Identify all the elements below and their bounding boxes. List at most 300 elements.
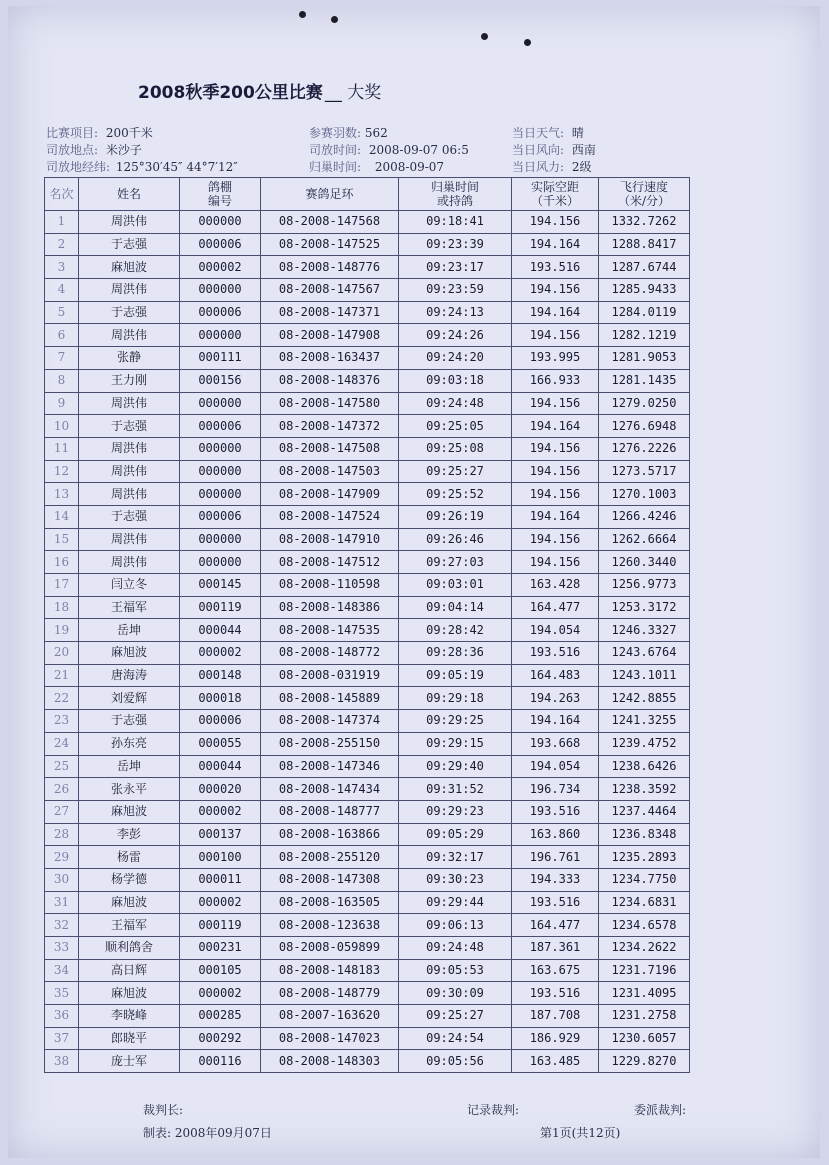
table-cell-distance: 166.933 — [512, 369, 599, 392]
table-cell-distance: 194.164 — [512, 415, 599, 438]
table-cell-ring: 08-2008-148772 — [261, 642, 399, 665]
table-cell-speed: 1276.6948 — [599, 415, 690, 438]
table-cell-speed: 1262.6664 — [599, 528, 690, 551]
table-cell-speed: 1285.9433 — [599, 279, 690, 302]
table-row — [45, 891, 690, 914]
table-cell-speed: 1231.2758 — [599, 1005, 690, 1028]
table-cell-rank: 35 — [45, 982, 79, 1005]
table-cell-name: 张永平 — [79, 778, 180, 801]
table-cell-rank: 7 — [45, 347, 79, 370]
table-cell-speed: 1243.6764 — [599, 642, 690, 665]
table-cell-distance: 163.428 — [512, 574, 599, 597]
table-row — [45, 868, 690, 891]
table-cell-time: 09:24:26 — [399, 324, 512, 347]
table-row — [45, 324, 690, 347]
table-cell-loft: 000006 — [180, 233, 261, 256]
table-cell-loft: 000002 — [180, 982, 261, 1005]
table-cell-time: 09:29:44 — [399, 891, 512, 914]
table-cell-speed: 1253.3172 — [599, 596, 690, 619]
table-cell-name: 周洪伟 — [79, 324, 180, 347]
made-on-date: 制表: 2008年09月07日 — [143, 1126, 272, 1140]
table-cell-rank: 3 — [45, 256, 79, 279]
table-cell-distance: 194.054 — [512, 619, 599, 642]
table-cell-distance: 164.477 — [512, 914, 599, 937]
table-cell-name: 杨雷 — [79, 846, 180, 869]
table-row — [45, 369, 690, 392]
table-cell-speed: 1234.7750 — [599, 868, 690, 891]
table-cell-loft: 000000 — [180, 392, 261, 415]
table-cell-loft: 000119 — [180, 596, 261, 619]
table-cell-speed: 1235.2893 — [599, 846, 690, 869]
table-cell-ring: 08-2008-148777 — [261, 800, 399, 823]
table-cell-time: 09:23:39 — [399, 233, 512, 256]
table-cell-time: 09:30:09 — [399, 982, 512, 1005]
table-cell-rank: 2 — [45, 233, 79, 256]
header-speed — [599, 178, 690, 211]
info-label: 当日风向: — [512, 143, 565, 157]
table-cell-rank: 16 — [45, 551, 79, 574]
info-force — [512, 158, 592, 175]
table-cell-distance: 194.156 — [512, 528, 599, 551]
staple-mark — [331, 16, 338, 23]
table-row — [45, 846, 690, 869]
table-cell-time: 09:27:03 — [399, 551, 512, 574]
table-row — [45, 437, 690, 460]
table-cell-time: 09:28:36 — [399, 642, 512, 665]
table-cell-time: 09:26:46 — [399, 528, 512, 551]
table-cell-time: 09:29:15 — [399, 732, 512, 755]
page-info: 第1页(共12页) — [540, 1126, 621, 1140]
table-cell-name: 唐海涛 — [79, 664, 180, 687]
table-cell-distance: 187.708 — [512, 1005, 599, 1028]
table-row — [45, 233, 690, 256]
table-cell-time: 09:24:13 — [399, 301, 512, 324]
table-cell-rank: 13 — [45, 483, 79, 506]
document-title — [138, 78, 381, 103]
table-cell-rank: 26 — [45, 778, 79, 801]
table-cell-time: 09:32:17 — [399, 846, 512, 869]
header-loft — [180, 178, 261, 211]
header-ring: 赛鸽足环 — [261, 178, 399, 211]
table-cell-rank: 8 — [45, 369, 79, 392]
results-body — [45, 211, 690, 1073]
table-cell-loft: 000011 — [180, 868, 261, 891]
table-cell-time: 09:25:27 — [399, 1005, 512, 1028]
table-cell-distance: 193.516 — [512, 800, 599, 823]
table-row — [45, 1050, 690, 1073]
table-row — [45, 347, 690, 370]
table-cell-ring: 08-2007-163620 — [261, 1005, 399, 1028]
table-cell-loft: 000002 — [180, 642, 261, 665]
table-cell-time: 09:04:14 — [399, 596, 512, 619]
table-cell-rank: 24 — [45, 732, 79, 755]
info-weather — [512, 124, 584, 141]
info-value: 米沙子 — [105, 143, 142, 157]
table-cell-speed: 1256.9773 — [599, 574, 690, 597]
table-row — [45, 664, 690, 687]
table-cell-name: 顺利鸽舍 — [79, 937, 180, 960]
info-label: 归巢时间: — [309, 160, 362, 174]
table-cell-ring: 08-2008-147567 — [261, 279, 399, 302]
table-cell-distance: 194.156 — [512, 324, 599, 347]
info-return — [309, 158, 444, 175]
header-distance-line1: 实际空距 — [530, 180, 579, 194]
table-cell-time: 09:24:20 — [399, 347, 512, 370]
table-cell-time: 09:05:53 — [399, 959, 512, 982]
table-cell-name: 于志强 — [79, 415, 180, 438]
table-cell-rank: 10 — [45, 415, 79, 438]
table-cell-speed: 1238.3592 — [599, 778, 690, 801]
header-distance — [512, 178, 599, 211]
table-cell-speed: 1230.6057 — [599, 1027, 690, 1050]
table-cell-speed: 1270.1003 — [599, 483, 690, 506]
header-name: 姓名 — [79, 178, 180, 211]
table-row — [45, 619, 690, 642]
info-place — [46, 141, 142, 158]
table-cell-time: 09:06:13 — [399, 914, 512, 937]
table-cell-time: 09:29:23 — [399, 800, 512, 823]
table-cell-loft: 000006 — [180, 301, 261, 324]
table-cell-loft: 000285 — [180, 1005, 261, 1028]
table-cell-ring: 08-2008-145889 — [261, 687, 399, 710]
table-cell-distance: 193.516 — [512, 982, 599, 1005]
table-cell-rank: 37 — [45, 1027, 79, 1050]
table-cell-ring: 08-2008-147434 — [261, 778, 399, 801]
table-cell-rank: 34 — [45, 959, 79, 982]
table-cell-distance: 194.164 — [512, 301, 599, 324]
staple-mark — [524, 39, 531, 46]
table-row — [45, 914, 690, 937]
table-cell-distance: 194.156 — [512, 551, 599, 574]
table-cell-time: 09:29:25 — [399, 710, 512, 733]
table-cell-speed: 1236.8348 — [599, 823, 690, 846]
table-cell-time: 09:25:52 — [399, 483, 512, 506]
table-cell-speed: 1234.2622 — [599, 937, 690, 960]
table-row — [45, 392, 690, 415]
table-row — [45, 415, 690, 438]
info-label: 当日天气: — [512, 126, 565, 140]
table-cell-rank: 36 — [45, 1005, 79, 1028]
header-loft-line1: 鸽棚 — [207, 180, 232, 194]
table-cell-loft: 000000 — [180, 528, 261, 551]
table-row — [45, 483, 690, 506]
table-cell-loft: 000137 — [180, 823, 261, 846]
table-cell-name: 高日辉 — [79, 959, 180, 982]
title-text: 2008秋季200公里比赛 — [138, 83, 323, 103]
table-cell-ring: 08-2008-147910 — [261, 528, 399, 551]
table-cell-ring: 08-2008-147525 — [261, 233, 399, 256]
table-row — [45, 1005, 690, 1028]
table-cell-distance: 194.156 — [512, 437, 599, 460]
table-cell-distance: 193.516 — [512, 256, 599, 279]
table-cell-time: 09:26:19 — [399, 505, 512, 528]
header-speed-line1: 飞行速度 — [619, 180, 668, 194]
table-cell-ring: 08-2008-147374 — [261, 710, 399, 733]
info-label: 当日风力: — [512, 160, 565, 174]
table-cell-loft: 000044 — [180, 619, 261, 642]
table-row — [45, 1027, 690, 1050]
table-row — [45, 800, 690, 823]
info-value: 2级 — [571, 160, 592, 174]
table-cell-loft: 000000 — [180, 279, 261, 302]
table-cell-name: 刘爱辉 — [79, 687, 180, 710]
table-row — [45, 710, 690, 733]
table-cell-name: 张静 — [79, 347, 180, 370]
table-cell-loft: 000231 — [180, 937, 261, 960]
table-cell-speed: 1281.9053 — [599, 347, 690, 370]
table-cell-rank: 18 — [45, 596, 79, 619]
table-cell-time: 09:05:19 — [399, 664, 512, 687]
table-cell-loft: 000006 — [180, 505, 261, 528]
table-cell-speed: 1237.4464 — [599, 800, 690, 823]
table-cell-distance: 194.156 — [512, 392, 599, 415]
info-value: 2008-09-07 — [374, 160, 445, 174]
table-cell-ring: 08-2008-147524 — [261, 505, 399, 528]
table-row — [45, 574, 690, 597]
table-cell-name: 麻旭波 — [79, 642, 180, 665]
table-cell-speed: 1238.6426 — [599, 755, 690, 778]
table-cell-rank: 6 — [45, 324, 79, 347]
table-cell-rank: 38 — [45, 1050, 79, 1073]
table-cell-ring: 08-2008-059899 — [261, 937, 399, 960]
table-row — [45, 279, 690, 302]
table-cell-name: 郎晓平 — [79, 1027, 180, 1050]
table-cell-rank: 32 — [45, 914, 79, 937]
table-cell-ring: 08-2008-148386 — [261, 596, 399, 619]
table-cell-distance: 194.156 — [512, 483, 599, 506]
table-cell-name: 麻旭波 — [79, 256, 180, 279]
table-cell-distance: 193.516 — [512, 891, 599, 914]
table-cell-distance: 196.734 — [512, 778, 599, 801]
table-cell-loft: 000148 — [180, 664, 261, 687]
table-row — [45, 823, 690, 846]
table-cell-loft: 000002 — [180, 800, 261, 823]
table-row — [45, 551, 690, 574]
table-cell-ring: 08-2008-147568 — [261, 211, 399, 234]
table-cell-name: 麻旭波 — [79, 800, 180, 823]
chief-judge-label: 裁判长: — [143, 1103, 184, 1117]
table-cell-loft: 000006 — [180, 710, 261, 733]
table-cell-name: 岳坤 — [79, 619, 180, 642]
table-cell-ring: 08-2008-147580 — [261, 392, 399, 415]
table-cell-time: 09:25:27 — [399, 460, 512, 483]
table-cell-name: 周洪伟 — [79, 551, 180, 574]
table-row — [45, 211, 690, 234]
table-cell-name: 周洪伟 — [79, 279, 180, 302]
table-cell-name: 周洪伟 — [79, 392, 180, 415]
info-label: 司放时间: — [309, 143, 362, 157]
table-cell-time: 09:25:05 — [399, 415, 512, 438]
table-cell-time: 09:23:59 — [399, 279, 512, 302]
table-cell-speed: 1273.5717 — [599, 460, 690, 483]
header-time-line2: 或持鸽 — [436, 194, 473, 208]
table-cell-ring: 08-2008-163505 — [261, 891, 399, 914]
staple-mark — [299, 11, 306, 18]
record-judge-label: 记录裁判: — [467, 1103, 520, 1117]
table-cell-name: 孙东亮 — [79, 732, 180, 755]
info-label: 比赛项目: — [46, 126, 99, 140]
table-cell-name: 闫立冬 — [79, 574, 180, 597]
table-row — [45, 755, 690, 778]
table-cell-rank: 33 — [45, 937, 79, 960]
table-cell-speed: 1231.7196 — [599, 959, 690, 982]
table-cell-distance: 163.675 — [512, 959, 599, 982]
table-row — [45, 596, 690, 619]
table-cell-ring: 08-2008-147909 — [261, 483, 399, 506]
table-cell-time: 09:25:08 — [399, 437, 512, 460]
table-cell-distance: 196.761 — [512, 846, 599, 869]
table-cell-name: 王福军 — [79, 914, 180, 937]
table-cell-rank: 27 — [45, 800, 79, 823]
table-cell-time: 09:29:18 — [399, 687, 512, 710]
table-cell-rank: 21 — [45, 664, 79, 687]
table-cell-time: 09:23:17 — [399, 256, 512, 279]
table-cell-loft: 000018 — [180, 687, 261, 710]
table-cell-name: 于志强 — [79, 505, 180, 528]
table-cell-distance: 163.860 — [512, 823, 599, 846]
info-value: 2008-09-07 06:5 — [368, 143, 469, 157]
table-cell-ring: 08-2008-147512 — [261, 551, 399, 574]
table-cell-distance: 194.164 — [512, 505, 599, 528]
results-table — [44, 177, 690, 1073]
table-cell-time: 09:05:29 — [399, 823, 512, 846]
header-time — [399, 178, 512, 211]
table-cell-name: 于志强 — [79, 233, 180, 256]
table-cell-rank: 22 — [45, 687, 79, 710]
table-cell-distance: 193.995 — [512, 347, 599, 370]
table-cell-name: 周洪伟 — [79, 211, 180, 234]
table-cell-rank: 28 — [45, 823, 79, 846]
table-cell-rank: 12 — [45, 460, 79, 483]
table-row — [45, 301, 690, 324]
table-row — [45, 982, 690, 1005]
table-cell-ring: 08-2008-147371 — [261, 301, 399, 324]
table-cell-ring: 08-2008-147346 — [261, 755, 399, 778]
table-row — [45, 959, 690, 982]
table-cell-name: 岳坤 — [79, 755, 180, 778]
table-cell-rank: 14 — [45, 505, 79, 528]
table-cell-name: 王力刚 — [79, 369, 180, 392]
table-cell-ring: 08-2008-147908 — [261, 324, 399, 347]
table-cell-rank: 31 — [45, 891, 79, 914]
table-cell-ring: 08-2008-031919 — [261, 664, 399, 687]
header-speed-line2: （米/分） — [617, 194, 671, 208]
table-cell-speed: 1246.3327 — [599, 619, 690, 642]
table-row — [45, 642, 690, 665]
table-cell-ring: 08-2008-123638 — [261, 914, 399, 937]
table-cell-ring: 08-2008-163437 — [261, 347, 399, 370]
table-cell-ring: 08-2008-148376 — [261, 369, 399, 392]
info-release — [309, 141, 469, 158]
table-cell-rank: 30 — [45, 868, 79, 891]
table-cell-loft: 000156 — [180, 369, 261, 392]
table-cell-distance: 194.164 — [512, 710, 599, 733]
table-cell-loft: 000292 — [180, 1027, 261, 1050]
table-cell-speed: 1260.3440 — [599, 551, 690, 574]
table-cell-time: 09:03:18 — [399, 369, 512, 392]
table-cell-name: 李晓峰 — [79, 1005, 180, 1028]
info-label: 参赛羽数: — [309, 126, 362, 140]
table-cell-rank: 11 — [45, 437, 79, 460]
table-cell-time: 09:03:01 — [399, 574, 512, 597]
table-cell-loft: 000145 — [180, 574, 261, 597]
table-cell-speed: 1281.1435 — [599, 369, 690, 392]
table-cell-time: 09:30:23 — [399, 868, 512, 891]
table-cell-rank: 20 — [45, 642, 79, 665]
table-cell-loft: 000000 — [180, 211, 261, 234]
table-cell-speed: 1288.8417 — [599, 233, 690, 256]
table-cell-time: 09:24:48 — [399, 392, 512, 415]
table-cell-rank: 15 — [45, 528, 79, 551]
table-cell-rank: 25 — [45, 755, 79, 778]
table-cell-time: 09:24:48 — [399, 937, 512, 960]
table-cell-loft: 000000 — [180, 483, 261, 506]
table-cell-name: 于志强 — [79, 710, 180, 733]
table-cell-ring: 08-2008-255120 — [261, 846, 399, 869]
table-cell-loft: 000100 — [180, 846, 261, 869]
table-cell-speed: 1332.7262 — [599, 211, 690, 234]
info-coord — [46, 158, 238, 175]
table-row — [45, 937, 690, 960]
table-row — [45, 687, 690, 710]
table-cell-speed: 1241.3255 — [599, 710, 690, 733]
table-cell-rank: 9 — [45, 392, 79, 415]
table-cell-rank: 17 — [45, 574, 79, 597]
table-cell-distance: 163.485 — [512, 1050, 599, 1073]
table-cell-time: 09:31:52 — [399, 778, 512, 801]
info-value: 西南 — [571, 143, 596, 157]
table-cell-speed: 1243.1011 — [599, 664, 690, 687]
staple-mark — [481, 33, 488, 40]
table-cell-ring: 08-2008-148183 — [261, 959, 399, 982]
table-cell-speed: 1284.0119 — [599, 301, 690, 324]
table-cell-ring: 08-2008-148779 — [261, 982, 399, 1005]
table-cell-loft: 000111 — [180, 347, 261, 370]
table-cell-speed: 1239.4752 — [599, 732, 690, 755]
table-cell-name: 周洪伟 — [79, 528, 180, 551]
table-cell-rank: 5 — [45, 301, 79, 324]
table-row — [45, 528, 690, 551]
table-cell-speed: 1276.2226 — [599, 437, 690, 460]
table-cell-ring: 08-2008-147508 — [261, 437, 399, 460]
table-cell-name: 于志强 — [79, 301, 180, 324]
info-value: 晴 — [571, 126, 584, 140]
table-cell-loft: 000002 — [180, 256, 261, 279]
table-cell-time: 09:24:54 — [399, 1027, 512, 1050]
table-cell-rank: 23 — [45, 710, 79, 733]
table-cell-ring: 08-2008-147308 — [261, 868, 399, 891]
table-cell-speed: 1282.1219 — [599, 324, 690, 347]
table-cell-distance: 164.477 — [512, 596, 599, 619]
table-cell-name: 麻旭波 — [79, 982, 180, 1005]
table-cell-name: 麻旭波 — [79, 891, 180, 914]
table-cell-distance: 194.156 — [512, 279, 599, 302]
table-cell-distance: 194.156 — [512, 211, 599, 234]
info-wind — [512, 141, 596, 158]
table-cell-loft: 000116 — [180, 1050, 261, 1073]
header-loft-line2: 编号 — [207, 194, 232, 208]
table-cell-loft: 000002 — [180, 891, 261, 914]
table-cell-distance: 194.164 — [512, 233, 599, 256]
info-value: 562 — [364, 126, 388, 140]
table-cell-rank: 1 — [45, 211, 79, 234]
table-cell-distance: 194.333 — [512, 868, 599, 891]
table-cell-distance: 193.668 — [512, 732, 599, 755]
table-cell-distance: 187.361 — [512, 937, 599, 960]
header-rank: 名次 — [45, 178, 79, 211]
table-cell-name: 周洪伟 — [79, 483, 180, 506]
table-cell-distance: 194.156 — [512, 460, 599, 483]
